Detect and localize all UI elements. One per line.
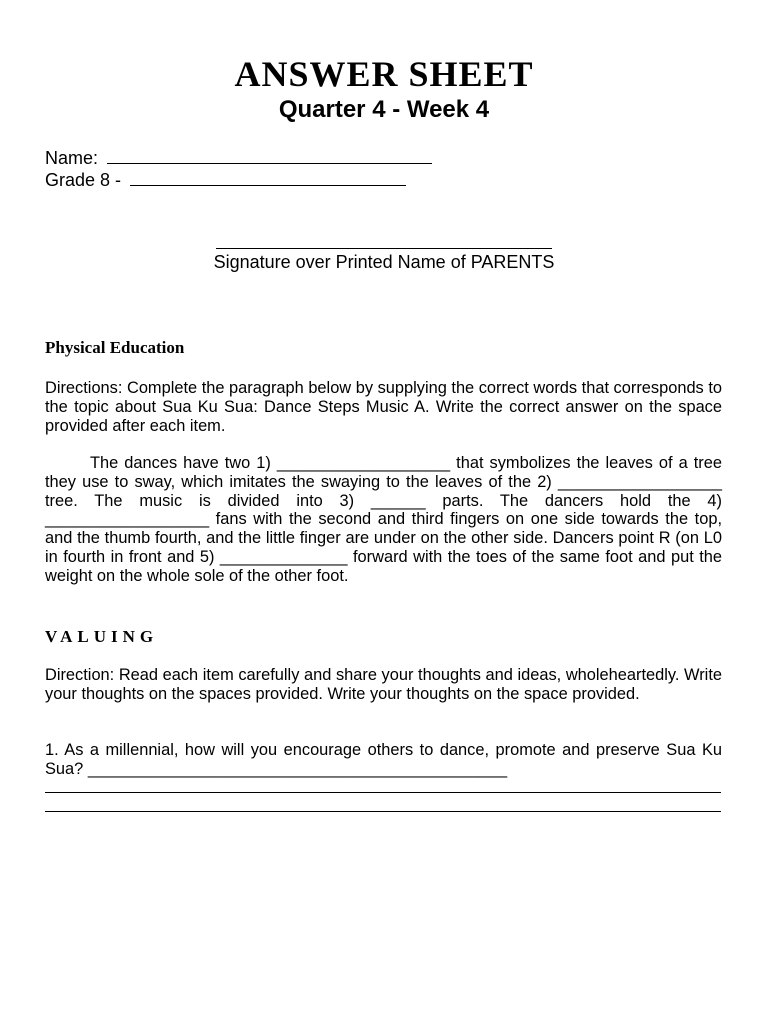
answer-line [45,811,721,812]
valuing-direction: Direction: Read each item carefully and share your thoughts and ideas, wholeheartedly. Write your thoughts on the spaces provided. Write your thoughts on the space provided. [45,666,722,703]
pe-paragraph: The dances have two 1) ___________________ that symbolizes the leaves of a tree they use to sway, which imitates the swaying to the leaves of the 2) __________________ tree. The music is divided into 3) ______ parts. The dancers hold the 4) __________________ fans with the second and third fingers on one side towards the top, and the thumb fourth, and the little finger are under on the other side. Dancers point R (on L0 in fourth in front and 5) ______________ forward with the toes of the same foot and put the weight on the whole sole of the other foot. [45,454,722,585]
name-label: Name: [45,148,99,168]
page-title: ANSWER SHEET [234,54,534,94]
signature-caption: Signature over Printed Name of PARENTS [213,252,555,272]
name-blank-line [107,147,432,164]
grade-label: Grade 8 - [45,170,122,190]
signature-line [216,248,552,249]
pe-heading: Physical Education [45,338,185,357]
valuing-question-1: 1. As a millennial, how will you encourage others to dance, promote and preserve Sua Ku Sua? ______________________________________________ [45,741,722,778]
page-subtitle: Quarter 4 - Week 4 [278,96,490,123]
valuing-heading: VALUING [45,627,159,646]
name-field [45,147,432,169]
pe-directions: Directions: Complete the paragraph below by supplying the correct words that corresponds to the topic about Sua Ku Sua: Dance Steps Music A. Write the correct answer on the space provided after each item. [45,379,722,435]
grade-field [45,169,406,191]
answer-line [45,792,721,793]
grade-blank-line [130,169,406,186]
